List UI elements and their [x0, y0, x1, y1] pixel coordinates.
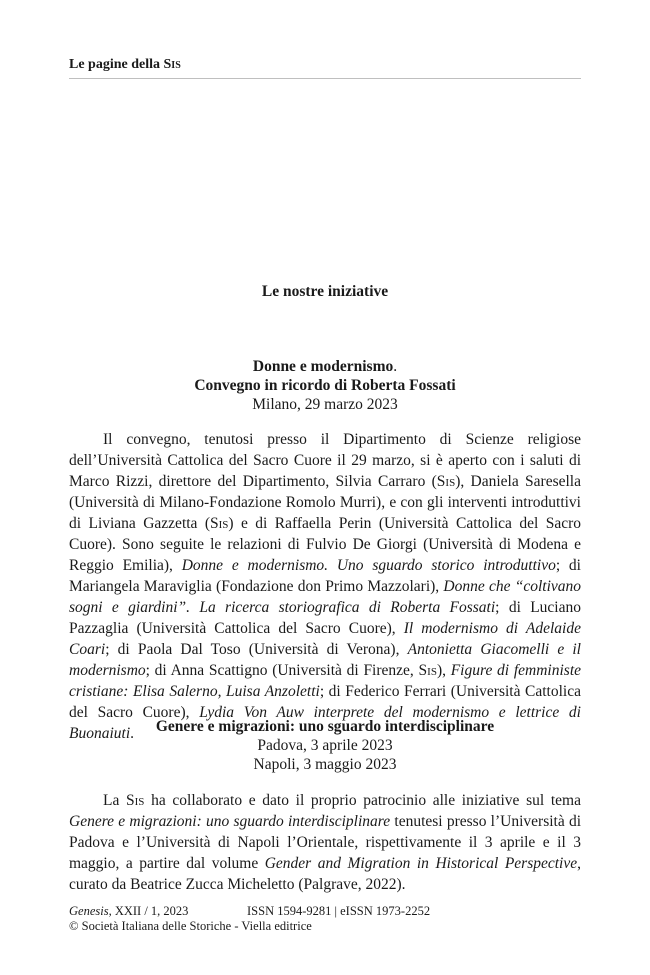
- event2-title: Genere e migrazioni: uno sguardo interdisciplinare: [155, 718, 495, 735]
- event1-subtitle: Convegno in ricordo di Roberta Fossati: [194, 377, 456, 394]
- header-rule: [69, 78, 581, 79]
- event2-run-0: La: [103, 792, 127, 809]
- event1-run-2: ), Daniela Saresella (Università di Milano-Fondazione Romolo Murri), e con gli interventi introduttivi di Liviana Gazzetta (: [69, 473, 581, 532]
- event1-heading: [69, 357, 581, 414]
- event1-run-7: Donne che “coltivano sogni e giardini”. La ricerca storiografica di Roberta Fossati: [69, 578, 582, 616]
- event1-run-6: ; di Mariangela Maraviglia (Fondazione don Primo Mazzolari),: [69, 557, 581, 595]
- event2-run-1: Sis: [126, 792, 145, 809]
- event1-run-5: Donne e modernismo. Uno sguardo storico introduttivo: [181, 557, 556, 574]
- running-head-prefix: Le pagine della: [69, 57, 161, 72]
- event1-paragraph-body: [69, 431, 581, 742]
- event1-paragraph: [69, 429, 581, 744]
- event2-heading: [69, 717, 581, 774]
- event2-place-date-1: Padova, 3 aprile 2023: [257, 737, 393, 754]
- event1-run-14: ),: [436, 662, 451, 679]
- event2-place-date-2: Napoli, 3 maggio 2023: [253, 756, 397, 773]
- section-title: Le nostre iniziative: [261, 283, 389, 300]
- footer-journal: Genesis: [69, 904, 109, 918]
- page-footer: [69, 904, 431, 934]
- event1-place-date: Milano, 29 marzo 2023: [252, 396, 398, 413]
- running-head: [69, 57, 181, 73]
- event1-run-4: ) e di Raffaella Perin (Università Cattolica del Sacro Cuore). Sono seguite le relazioni di Fulvio De Giorgi (Università di Modena e Reggio Emilia),: [69, 515, 581, 574]
- event2-run-6: , curato da Beatrice Zucca Micheletto (Palgrave, 2022).: [69, 855, 581, 893]
- event1-run-13: Sis: [418, 662, 437, 679]
- event2-run-2: ha collaborato e dato il proprio patrocinio alle iniziative sul tema: [144, 792, 581, 809]
- footer-issn: ISSN 1594-9281 | eISSN 1973-2252: [247, 904, 431, 918]
- event1-run-16: ; di Federico Ferrari (Università Cattolica del Sacro Cuore),: [69, 683, 581, 721]
- footer-issue: , XXII / 1, 2023: [108, 904, 189, 918]
- event1-title-line: [69, 357, 581, 376]
- event1-run-3: Sis: [210, 515, 229, 532]
- running-head-sis: Sis: [163, 57, 181, 72]
- event1-run-11: Antonietta Giacomelli e il modernismo: [69, 641, 581, 679]
- event2-paragraph: [69, 790, 581, 895]
- event1-run-1: Sis: [436, 473, 456, 490]
- footer-citation: [69, 904, 431, 919]
- event1-run-9: Il modernismo di Adelaide Coari: [69, 620, 581, 658]
- event1-run-15: Figure di femministe cristiane: Elisa Salerno, Luisa Anzoletti: [69, 662, 582, 700]
- event1-run-12: ; di Anna Scattigno (Università di Firenze,: [145, 662, 419, 679]
- footer-copyright: © Società Italiana delle Storiche - Viella editrice: [69, 919, 312, 933]
- event2-run-4: tenutesi presso l’Università di Padova e l’Università di Napoli l’Orientale, rispettivamente il 3 aprile e il 3 maggio, a partire dal volume: [69, 813, 582, 872]
- event1-run-8: ; di Luciano Pazzaglia (Università Cattolica del Sacro Cuore),: [69, 599, 581, 637]
- event1-run-18: .: [130, 725, 135, 742]
- event1-title: Donne e modernismo: [252, 358, 394, 375]
- event1-run-0: Il convegno, tenutosi presso il Dipartimento di Scienze religiose dell’Università Cattolica del Sacro Cuore il 29 marzo, si è aperto con i saluti di Marco Rizzi, direttore del Dipartimento, Silvia Carraro (: [69, 431, 581, 490]
- event2-run-5: Gender and Migration in Historical Perspective: [264, 855, 578, 872]
- event2-run-3: Genere e migrazioni: uno sguardo interdisciplinare: [69, 813, 391, 830]
- event1-run-17: Lydia Von Auw interprete del modernismo e lettrice di Buonaiuti: [69, 704, 581, 742]
- event1-title-punct: .: [393, 358, 398, 375]
- event1-run-10: ; di Paola Dal Toso (Università di Verona),: [105, 641, 408, 658]
- event2-paragraph-body: [69, 792, 581, 893]
